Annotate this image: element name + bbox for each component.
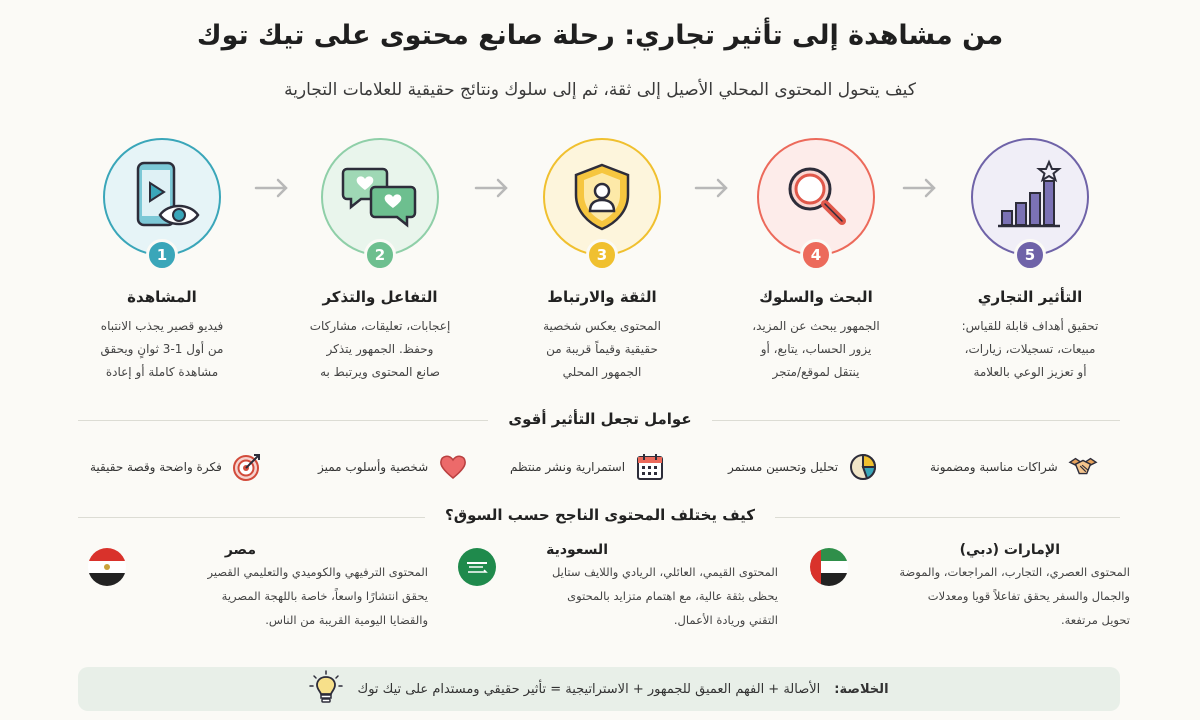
step-viewing: [930, 138, 1130, 384]
factor-label: فكرة واضحة وقصة حقيقية: [90, 460, 222, 474]
page-subtitle: كيف يتحول المحتوى المحلي الأصيل إلى ثقة، ثم إلى سلوك ونتائج حقيقية للعلامات التجارية: [284, 80, 916, 100]
step-title: الثقة والارتباط: [547, 288, 657, 306]
market-egypt: [88, 542, 428, 632]
factor-item: [510, 452, 665, 482]
chat-hearts-icon: [341, 159, 419, 235]
factor-label: شراكات مناسبة ومضمونة: [930, 460, 1058, 474]
arrow-icon: [472, 176, 512, 200]
market-description: المحتوى الترفيهي والكوميدي والتعليمي القصير يحقق انتشارًا واسعاً، خاصة باللهجة المصرية والقضايا اليومية القريبة من الناس.: [207, 565, 428, 627]
step-title: التأثير التجاري: [977, 288, 1083, 306]
step-circle: [321, 138, 439, 264]
market-uae: [810, 542, 1130, 632]
step-engagement: [280, 138, 480, 384]
arrow-icon: [900, 176, 940, 200]
shield-user-icon: [564, 159, 640, 235]
step-description: تحقيق أهداف قابلة للقياس: مبيعات، تسجيلات، زيارات، أو تعزيز الوعي بالعلامة: [961, 319, 1099, 379]
step-title: المشاهدة: [127, 288, 197, 306]
egypt-flag-icon: [88, 548, 126, 586]
step-description: المحتوى يعكس شخصية حقيقية وقيماً قريبة من الجمهور المحلي: [543, 319, 661, 379]
summary-label: الخلاصة:: [834, 681, 889, 697]
factor-label: تحليل وتحسين مستمر: [728, 460, 839, 474]
arrow-icon: [252, 176, 292, 200]
calendar-icon: [635, 452, 665, 482]
market-description: المحتوى القيمي، العائلي، الريادي واللايف ستايل يحظى بثقة عالية، مع اهتمام متزايد بالمحتوى التقني وريادة الأعمال.: [551, 565, 778, 627]
step-description: إعجابات، تعليقات، مشاركات وحفظ. الجمهور يتذكر صانع المحتوى ويرتبط به: [309, 319, 451, 379]
step-description: فيديو قصير يجذب الانتباه من أول 1-3 ثوانٍ ويحقق مشاهدة كاملة أو إعادة: [100, 319, 224, 379]
step-number: 2: [364, 239, 396, 271]
factor-item: [318, 452, 468, 482]
phone-eye-icon: [124, 159, 200, 235]
factor-item: [728, 452, 878, 482]
market-description: المحتوى العصري، التجارب، المراجعات، والموضة والجمال والسفر يحقق تفاعلاً قويا ومعدلات تحويل مرتفعة.: [899, 565, 1130, 627]
step-circle: [103, 138, 221, 264]
target-icon: [232, 452, 262, 482]
market-saudi: [458, 542, 778, 632]
factor-item: [90, 452, 262, 482]
market-name: الإمارات (دبي): [959, 542, 1060, 558]
arrow-icon: [692, 176, 732, 200]
saudi-flag-icon: [458, 548, 496, 586]
handshake-icon: [1068, 452, 1098, 482]
page-title: من مشاهدة إلى تأثير تجاري: رحلة صانع محتوى على تيك توك: [196, 20, 1004, 51]
pie-chart-icon: [848, 452, 878, 482]
factor-item: [930, 452, 1098, 482]
heart-icon: [438, 452, 468, 482]
summary-text: الأصالة + الفهم العميق للجمهور + الاستراتيجية = تأثير حقيقي ومستدام على تيك توك: [357, 681, 821, 697]
step-circle: [971, 138, 1089, 264]
step-number: 1: [146, 239, 178, 271]
bar-chart-star-icon: [992, 159, 1068, 235]
market-name: مصر: [224, 542, 256, 558]
market-name: السعودية: [546, 542, 608, 558]
factor-label: شخصية وأسلوب مميز: [318, 460, 429, 474]
step-title: التفاعل والتذكر: [322, 288, 438, 306]
step-impact: [62, 138, 262, 384]
step-description: الجمهور يبحث عن المزيد، يزور الحساب، يتابع، أو ينتقل لموقع/متجر: [752, 319, 880, 379]
step-title: البحث والسلوك: [759, 288, 873, 306]
magnifier-icon: [778, 159, 854, 235]
factor-label: استمرارية ونشر منتظم: [510, 460, 626, 474]
markets-title: كيف يختلف المحتوى الناجح حسب السوق؟: [0, 506, 1200, 524]
factors-title: عوامل تجعل التأثير أقوى: [0, 410, 1200, 428]
step-trust: [502, 138, 702, 384]
uae-flag-icon: [810, 548, 848, 586]
step-number: 4: [800, 239, 832, 271]
step-number: 3: [586, 239, 618, 271]
step-search-behavior: [716, 138, 916, 384]
summary-box: [78, 667, 1120, 711]
lightbulb-icon: [309, 670, 343, 708]
step-circle: [757, 138, 875, 264]
step-number: 5: [1014, 239, 1046, 271]
step-circle: [543, 138, 661, 264]
